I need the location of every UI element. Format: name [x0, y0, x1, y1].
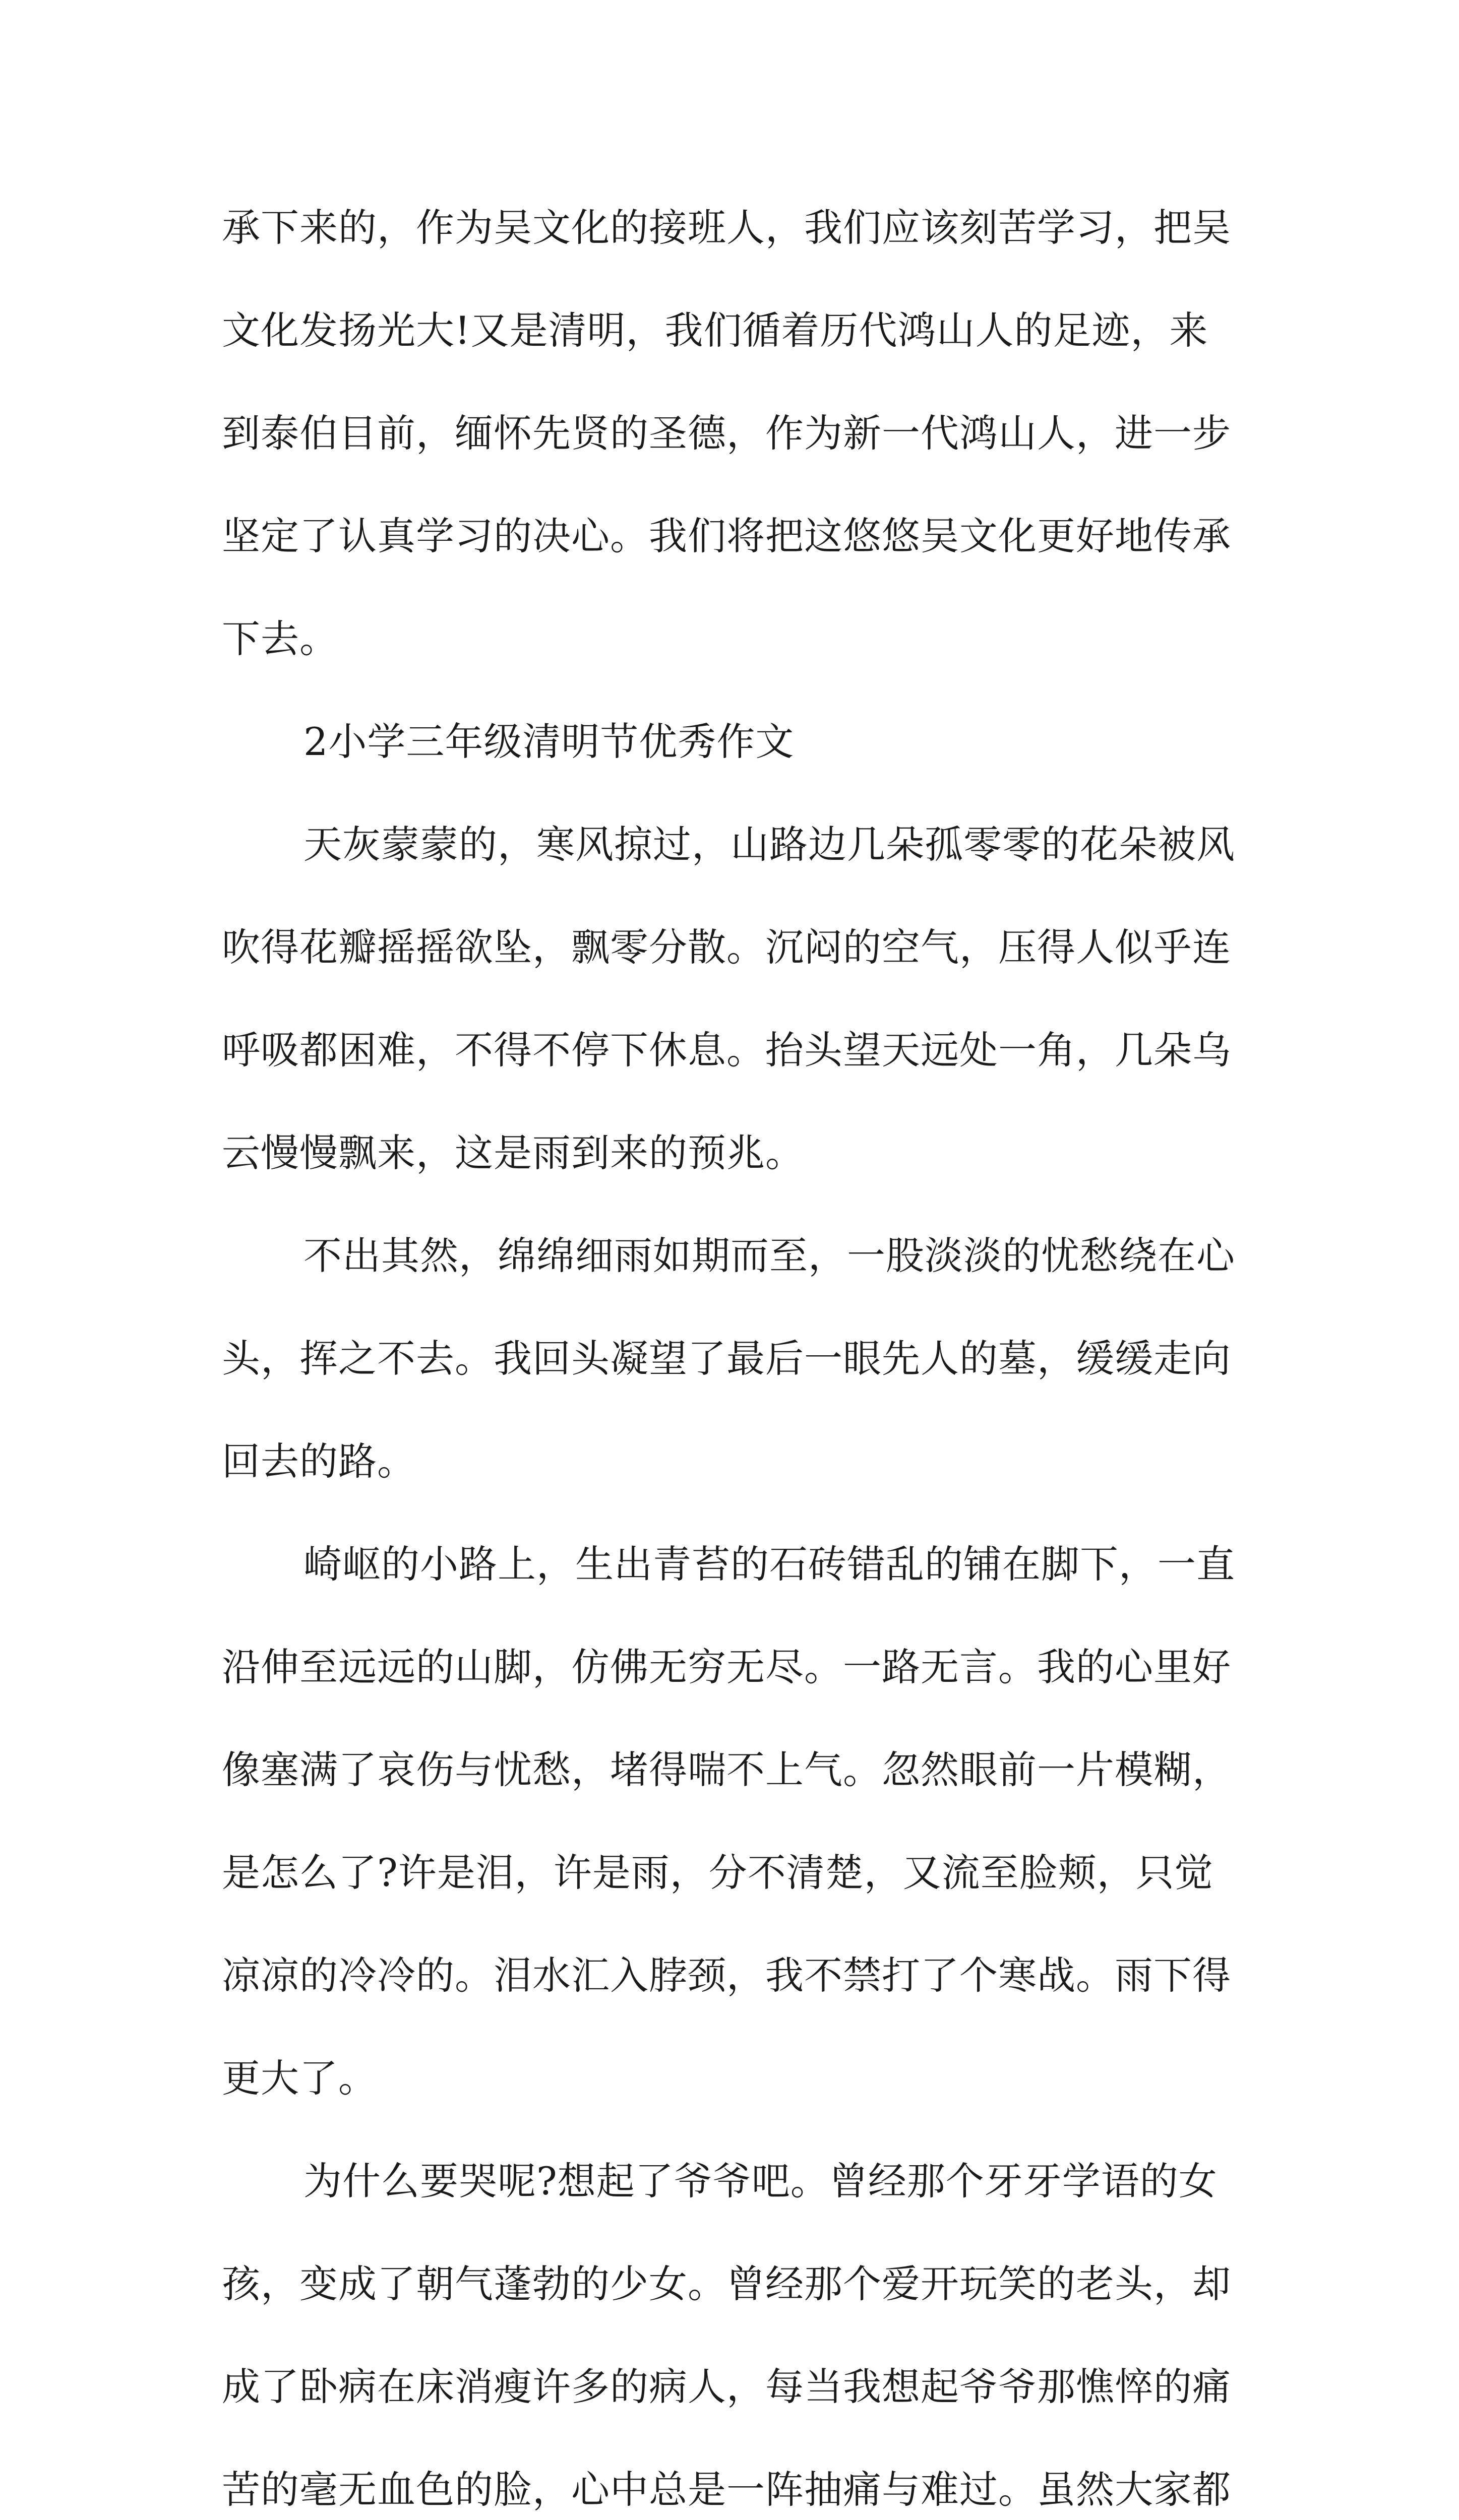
- paragraph-first-line: 崎岖的小路上，生出青苔的石砖错乱的铺在脚下，一直: [303, 1542, 1235, 1587]
- paragraph-first-line: 天灰蒙蒙的，寒风掠过，山路边几朵孤零零的花朵被风: [303, 822, 1235, 867]
- text-line: 坚定了认真学习的决心。我们将把这悠悠吴文化更好地传承: [222, 514, 1231, 558]
- text-line: 回去的路。: [222, 1439, 416, 1484]
- text-line: 呼吸都困难，不得不停下休息。抬头望天远处一角，几朵乌: [222, 1028, 1231, 1073]
- text-line: 承下来的，作为吴文化的接班人，我们应该刻苦学习，把吴: [222, 205, 1231, 250]
- text-line: 下去。: [222, 616, 338, 661]
- text-line: 像塞满了哀伤与忧愁，堵得喘不上气。忽然眼前一片模糊，: [222, 1747, 1231, 1792]
- section-heading: 2小学三年级清明节优秀作文: [303, 719, 795, 764]
- text-line: 云慢慢飘来，这是雨到来的预兆。: [222, 1130, 804, 1175]
- text-line: 吹得花瓣摇摇欲坠，飘零分散。沉闷的空气，压得人似乎连: [222, 925, 1231, 970]
- text-line: 头，挥之不去。我回头凝望了最后一眼先人的墓，缓缓走向: [222, 1336, 1231, 1381]
- text-line: 孩，变成了朝气蓬勃的少女。曾经那个爱开玩笑的老头，却: [222, 2261, 1231, 2306]
- text-line: 到泰伯目前，缅怀先贤的圣德，作为新一代鸿山人，进一步: [222, 411, 1231, 456]
- paragraph-first-line: 不出其然，绵绵细雨如期而至，一股淡淡的忧愁绕在心: [303, 1233, 1235, 1278]
- text-line: 文化发扬光大!又是清明，我们循着历代鸿山人的足迹，来: [222, 308, 1208, 353]
- text-line: 沿伸至远远的山脚，仿佛无穷无尽。一路无言。我的心里好: [222, 1645, 1231, 1689]
- text-line: 更大了。: [222, 2056, 377, 2101]
- text-line: 苦的毫无血色的脸，心中总是一阵抽痛与难过。虽然大家都: [222, 2467, 1231, 2512]
- document-body: [222, 176, 1260, 2520]
- text-line: 是怎么了?许是泪，许是雨，分不清楚，又流至脸颊，只觉: [222, 1850, 1213, 1895]
- text-line: 成了卧病在床消瘦许多的病人，每当我想起爷爷那憔悴的痛: [222, 2364, 1231, 2409]
- text-line: 凉凉的冷冷的。泪水汇入脖颈，我不禁打了个寒战。雨下得: [222, 1953, 1231, 1998]
- paragraph-first-line: 为什么要哭呢?想起了爷爷吧。曾经那个牙牙学语的女: [303, 2159, 1218, 2203]
